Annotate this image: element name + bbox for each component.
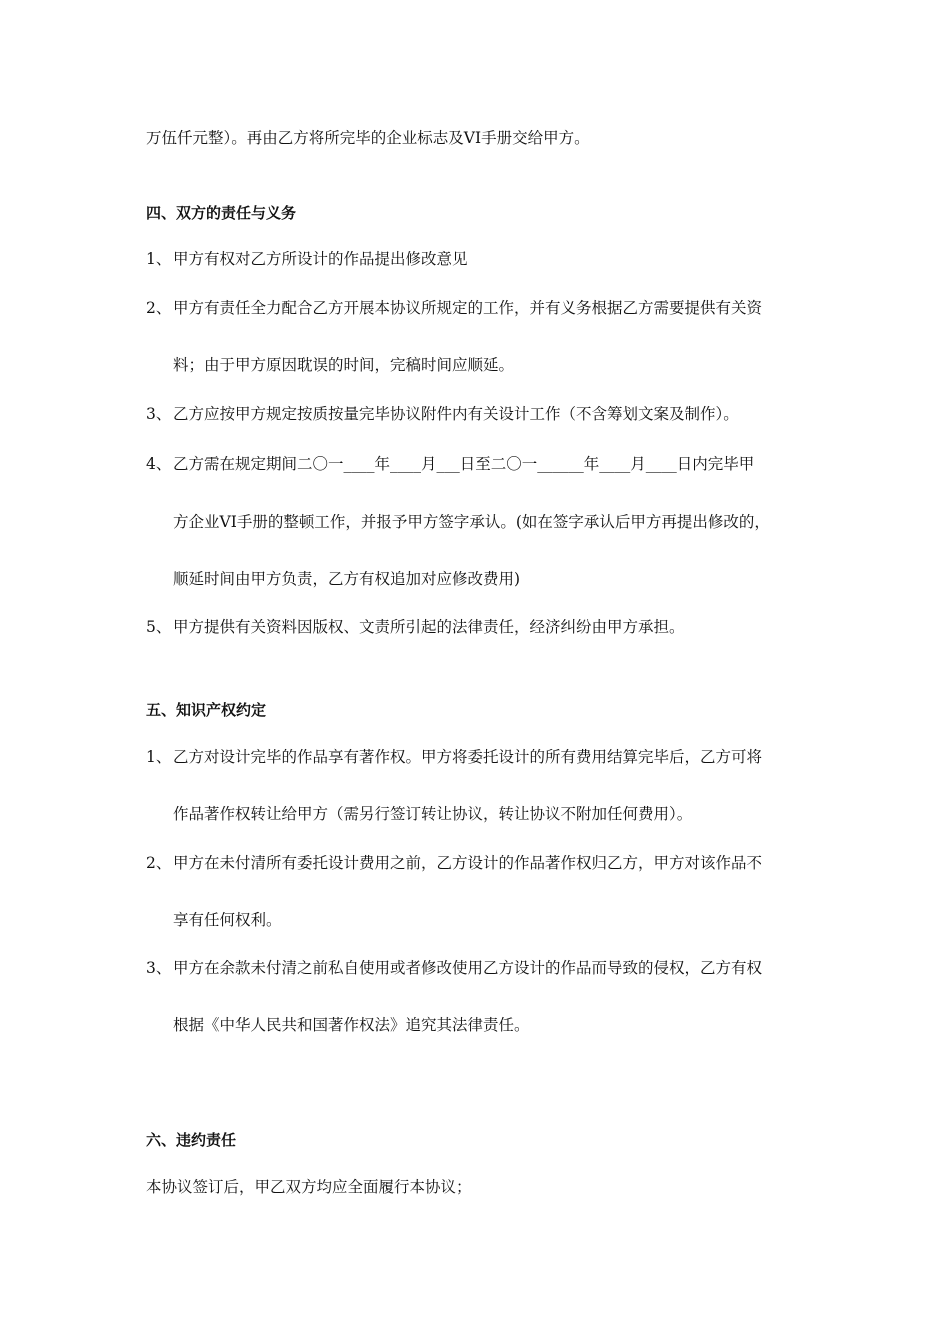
paragraph-continuation: 万伍仟元整）。再由乙方将所完毕的企业标志及VI手册交给甲方。 bbox=[146, 129, 590, 147]
clause-number: 2、 bbox=[146, 299, 172, 317]
clause-4-4 bbox=[146, 454, 754, 474]
clause-5-2-continued: 享有任何权利。 bbox=[173, 911, 282, 929]
clause-number: 3、 bbox=[146, 959, 172, 977]
clause-number: 3、 bbox=[146, 405, 172, 423]
clause-text: 甲方有责任全力配合乙方开展本协议所规定的工作，并有义务根据乙方需要提供有关资 bbox=[173, 299, 763, 317]
clause-4-4-continued: 方企业VI手册的整顿工作，并报予甲方签字承认。(如在签字承认后甲方再提出修改的， bbox=[173, 513, 770, 531]
clause-number: 5、 bbox=[146, 618, 172, 636]
clause-number: 4、 bbox=[146, 455, 172, 473]
clause-4-2-continued: 料；由于甲方原因耽误的时间，完稿时间应顺延。 bbox=[173, 356, 515, 374]
clause-text: 乙方需在规定期间二〇一____年____月___日至二〇一______年____月____日内完毕甲 bbox=[173, 455, 755, 473]
section-heading-6: 六、违约责任 bbox=[146, 1131, 237, 1149]
clause-4-4-continued-2: 顺延时间由甲方负责，乙方有权追加对应修改费用) bbox=[173, 570, 521, 588]
clause-4-5 bbox=[146, 617, 685, 637]
clause-text: 甲方提供有关资料因版权、文责所引起的法律责任，经济纠纷由甲方承担。 bbox=[173, 618, 685, 636]
clause-5-1 bbox=[146, 747, 762, 767]
clause-6-intro: 本协议签订后，甲乙双方均应全面履行本协议； bbox=[146, 1178, 472, 1196]
clause-5-1-continued: 作品著作权转让给甲方（需另行签订转让协议，转让协议不附加任何费用）。 bbox=[173, 805, 693, 823]
clause-4-2 bbox=[146, 298, 762, 318]
clause-number: 1、 bbox=[146, 250, 172, 268]
clause-5-2 bbox=[146, 853, 762, 873]
clause-text: 乙方应按甲方规定按质按量完毕协议附件内有关设计工作（不含筹划文案及制作）。 bbox=[173, 405, 739, 423]
clause-text: 甲方在未付清所有委托设计费用之前，乙方设计的作品著作权归乙方，甲方对该作品不 bbox=[173, 854, 763, 872]
clause-text: 乙方对设计完毕的作品享有著作权。甲方将委托设计的所有费用结算完毕后，乙方可将 bbox=[173, 748, 763, 766]
clause-5-3-continued: 根据《中华人民共和国著作权法》追究其法律责任。 bbox=[173, 1016, 530, 1034]
clause-4-1 bbox=[146, 249, 468, 269]
clause-text: 甲方有权对乙方所设计的作品提出修改意见 bbox=[173, 250, 468, 268]
section-heading-4: 四、双方的责任与义务 bbox=[146, 204, 297, 222]
clause-number: 1、 bbox=[146, 748, 172, 766]
clause-text: 甲方在余款未付清之前私自使用或者修改使用乙方设计的作品而导致的侵权，乙方有权 bbox=[173, 959, 763, 977]
clause-number: 2、 bbox=[146, 854, 172, 872]
section-heading-5: 五、知识产权约定 bbox=[146, 701, 267, 719]
clause-5-3 bbox=[146, 958, 762, 978]
clause-4-3 bbox=[146, 404, 739, 424]
